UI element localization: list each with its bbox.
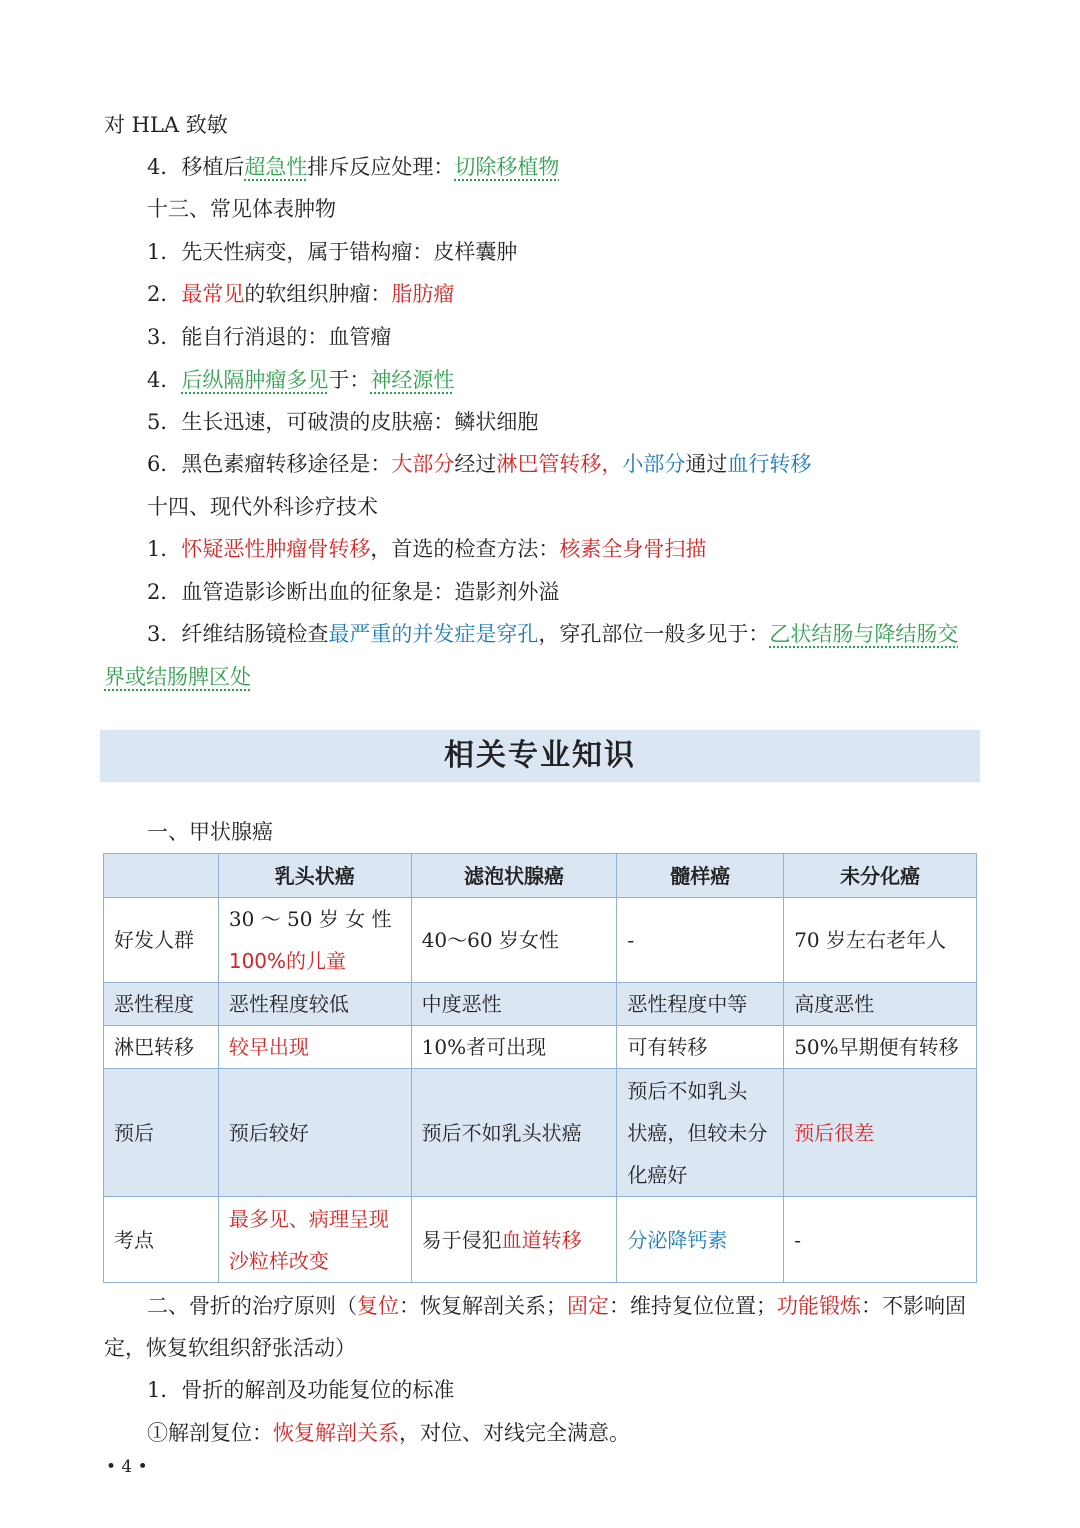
table-cell: 较早出现 bbox=[218, 1026, 411, 1069]
cell-text: 化癌好 bbox=[627, 1162, 688, 1187]
cell-text: 30 ～ 50 岁 女 性 bbox=[228, 907, 392, 931]
section-heading: 十三、常见体表肿物 bbox=[147, 197, 336, 221]
table-row bbox=[104, 1069, 977, 1197]
table-cell: - bbox=[617, 898, 784, 983]
text-line: 4．后纵隔肿瘤多见于：神经源性 bbox=[147, 368, 455, 392]
table-cell: 50%早期便有转移 bbox=[784, 1026, 977, 1069]
cell-text: 血道转移 bbox=[501, 1227, 582, 1252]
cell-text: 沙粒样改变 bbox=[228, 1248, 329, 1273]
table-header-cell: 乳头状癌 bbox=[218, 854, 411, 898]
table-cell: 40～60 岁女性 bbox=[411, 898, 617, 983]
table-cell: 高度恶性 bbox=[784, 983, 977, 1026]
table-header-cell: 滤泡状腺癌 bbox=[411, 854, 617, 898]
table-cell: 恶性程度较低 bbox=[218, 983, 411, 1026]
table-header-row bbox=[104, 854, 977, 898]
table-cell: 10%者可出现 bbox=[411, 1026, 617, 1069]
table-cell: 分泌降钙素 bbox=[617, 1197, 784, 1283]
text-line: 4．移植后超急性排斥反应处理：切除移植物 bbox=[147, 155, 560, 179]
table-cell bbox=[617, 1069, 784, 1197]
table-cell: - bbox=[784, 1197, 977, 1283]
table-row bbox=[104, 983, 977, 1026]
text-line: 1．怀疑恶性肿瘤骨转移，首选的检查方法：核素全身骨扫描 bbox=[147, 537, 707, 561]
section-heading: 十四、现代外科诊疗技术 bbox=[147, 495, 378, 519]
cell-text: 易于侵犯 bbox=[421, 1227, 502, 1252]
table-cell: 预后不如乳头状癌 bbox=[411, 1069, 617, 1197]
row-label: 淋巴转移 bbox=[104, 1026, 219, 1069]
text-line: 定，恢复软组织舒张活动） bbox=[104, 1336, 356, 1360]
section-banner: 相关专业知识 bbox=[100, 730, 980, 782]
table-header-cell: 髓样癌 bbox=[617, 854, 784, 898]
row-label: 考点 bbox=[104, 1197, 219, 1283]
row-label: 预后 bbox=[104, 1069, 219, 1197]
thyroid-cancer-table bbox=[103, 853, 977, 1283]
table-header-cell bbox=[104, 854, 219, 898]
text-line: 2．血管造影诊断出血的征象是：造影剂外溢 bbox=[147, 580, 560, 604]
cell-text: 100%的儿童 bbox=[228, 949, 347, 973]
table-header-cell: 未分化癌 bbox=[784, 854, 977, 898]
cell-text: 状癌，但较未分 bbox=[627, 1120, 768, 1145]
section-heading: 一、甲状腺癌 bbox=[147, 820, 273, 844]
table-cell bbox=[218, 898, 411, 983]
text-line: 1．骨折的解剖及功能复位的标准 bbox=[147, 1378, 455, 1402]
table-cell: 中度恶性 bbox=[411, 983, 617, 1026]
text-line: 2．最常见的软组织肿瘤：脂肪瘤 bbox=[147, 282, 455, 306]
table-row bbox=[104, 898, 977, 983]
table-cell: 预后很差 bbox=[784, 1069, 977, 1197]
row-label: 恶性程度 bbox=[104, 983, 219, 1026]
text-line: 界或结肠脾区处 bbox=[104, 665, 251, 689]
text-line: 5．生长迅速，可破溃的皮肤癌：鳞状细胞 bbox=[147, 410, 539, 434]
table-cell: 恶性程度中等 bbox=[617, 983, 784, 1026]
text-line: 3．能自行消退的：血管瘤 bbox=[147, 325, 392, 349]
text-line: 6．黑色素瘤转移途径是：大部分经过淋巴管转移，小部分通过血行转移 bbox=[147, 452, 812, 476]
text-line: 3．纤维结肠镜检查最严重的并发症是穿孔，穿孔部位一般多见于：乙状结肠与降结肠交 bbox=[147, 622, 959, 646]
text-line: ①解剖复位：恢复解剖关系，对位、对线完全满意。 bbox=[147, 1421, 630, 1445]
text-line: 二、骨折的治疗原则（复位：恢复解剖关系；固定：维持复位位置；功能锻炼：不影响固 bbox=[147, 1294, 966, 1318]
table-cell: 70 岁左右老年人 bbox=[784, 898, 977, 983]
table-cell bbox=[411, 1197, 617, 1283]
row-label: 好发人群 bbox=[104, 898, 219, 983]
cell-text: 预后不如乳头 bbox=[627, 1078, 748, 1103]
cell-text: 最多见、病理呈现 bbox=[228, 1206, 389, 1231]
table-row bbox=[104, 1026, 977, 1069]
table-cell: 可有转移 bbox=[617, 1026, 784, 1069]
table-row bbox=[104, 1197, 977, 1283]
table-cell: 预后较好 bbox=[218, 1069, 411, 1197]
table-cell bbox=[218, 1197, 411, 1283]
text-line: 对 HLA 致敏 bbox=[104, 113, 228, 137]
text-line: 1．先天性病变，属于错构瘤：皮样囊肿 bbox=[147, 240, 518, 264]
page-number: • 4 • bbox=[106, 1457, 148, 1477]
